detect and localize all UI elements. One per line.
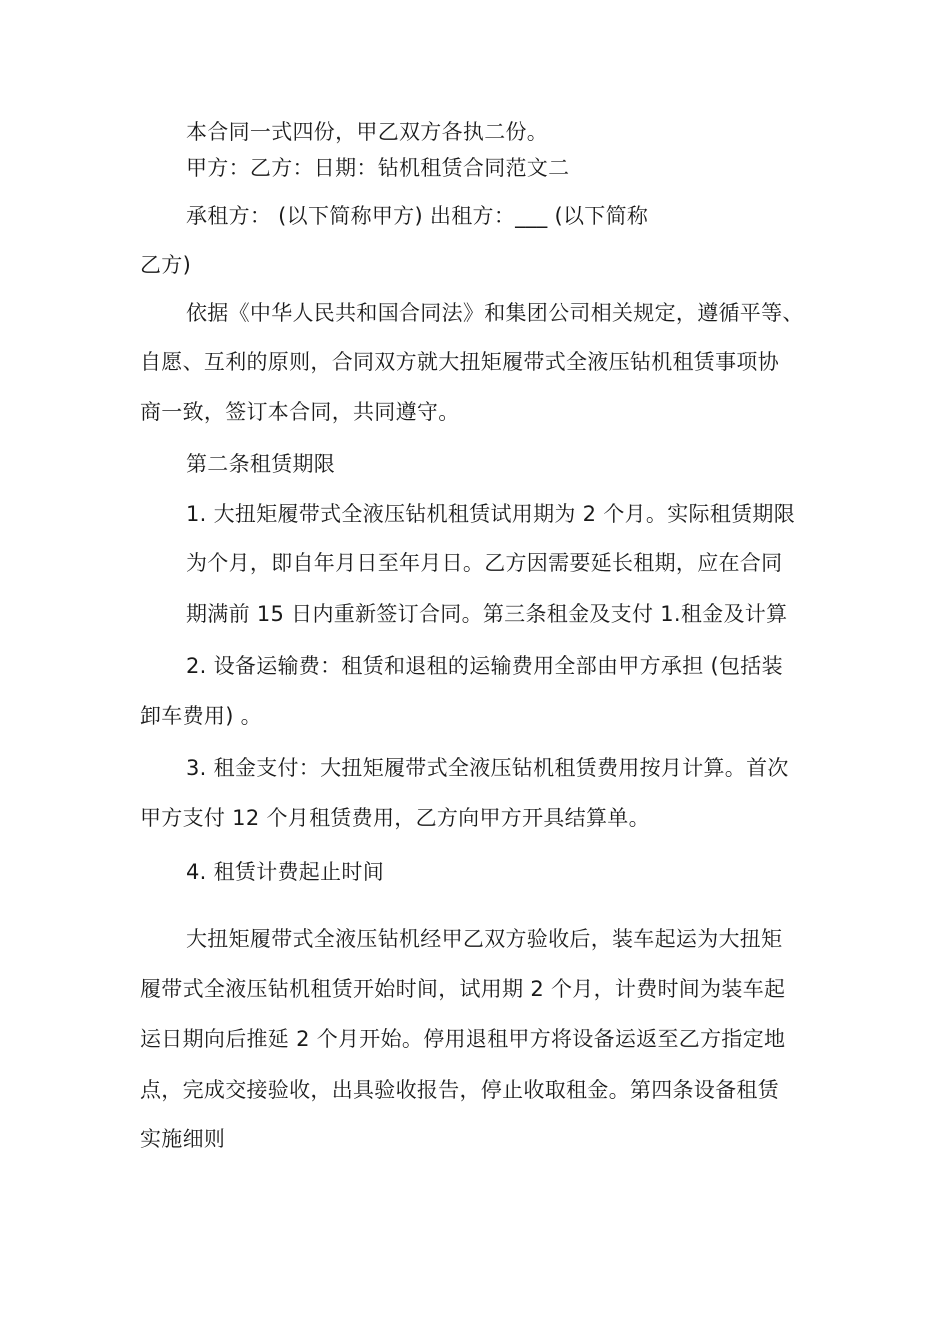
item-4: 4. 租赁计费起止时间: [186, 860, 385, 884]
paragraph-basis: 依据《中华人民共和国合同法》和集团公司相关规定，遵循平等、: [186, 301, 804, 325]
paragraph-billing-cont-2: 运日期向后推延 2 个月开始。停用退租甲方将设备运返至乙方指定地: [140, 1027, 786, 1051]
paragraph-parties: 承租方： (以下简称甲方) 出租方：___ (以下简称: [186, 204, 649, 228]
heading-article-2: 第二条租赁期限: [186, 452, 336, 476]
paragraph-billing: 大扭矩履带式全液压钻机经甲乙双方验收后，装车起运为大扭矩: [186, 927, 783, 951]
paragraph-billing-cont-3: 点，完成交接验收，出具验收报告，停止收取租金。第四条设备租赁: [140, 1078, 779, 1102]
item-3-cont: 甲方支付 12 个月租赁费用，乙方向甲方开具结算单。: [140, 806, 650, 830]
item-1: 1. 大扭矩履带式全液压钻机租赁试用期为 2 个月。实际租赁期限: [186, 502, 796, 526]
paragraph-billing-cont-1: 履带式全液压钻机租赁开始时间，试用期 2 个月，计费时间为装车起: [140, 977, 786, 1001]
item-2: 2. 设备运输费：租赁和退租的运输费用全部由甲方承担 (包括装: [186, 654, 783, 678]
heading-article-4-cont: 实施细则: [140, 1127, 226, 1151]
item-1-cont-1: 为个月，即自年月日至年月日。乙方因需要延长租期，应在合同: [186, 551, 783, 575]
item-1-cont-2: 期满前 15 日内重新签订合同。第三条租金及支付 1.租金及计算: [186, 602, 788, 626]
paragraph-copies: 本合同一式四份，甲乙双方各执二份。: [186, 120, 549, 144]
paragraph-basis-cont-2: 商一致，签订本合同，共同遵守。: [140, 400, 460, 424]
item-3: 3. 租金支付：大扭矩履带式全液压钻机租赁费用按月计算。首次: [186, 756, 789, 780]
paragraph-basis-cont-1: 自愿、互利的原则，合同双方就大扭矩履带式全液压钻机租赁事项协: [140, 350, 779, 374]
item-2-cont: 卸车费用) 。: [140, 704, 262, 728]
paragraph-signatures-title: 甲方：乙方：日期：钻机租赁合同范文二: [186, 156, 570, 180]
paragraph-parties-cont: 乙方): [140, 253, 192, 277]
